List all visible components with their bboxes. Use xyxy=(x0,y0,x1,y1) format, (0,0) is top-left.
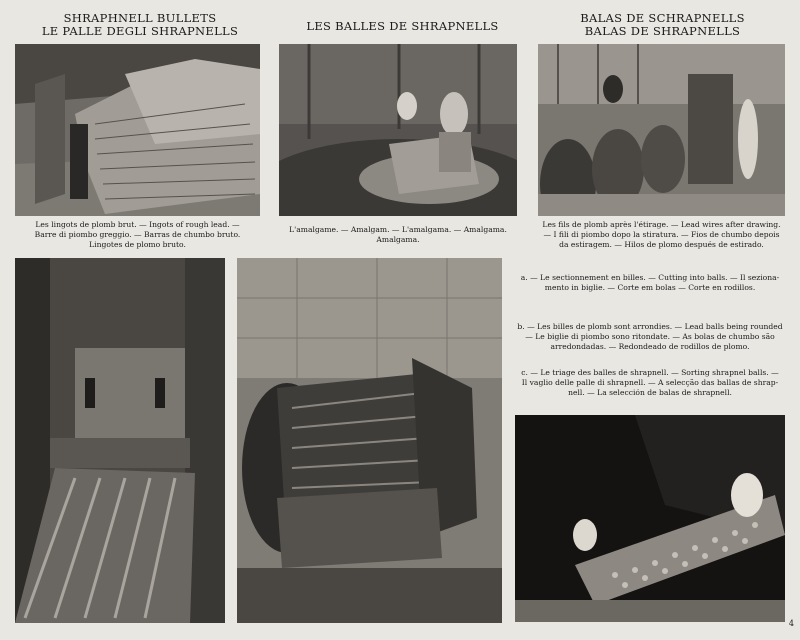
caption-lead-ingots xyxy=(15,220,260,249)
caption-b-rounding xyxy=(510,322,790,351)
photo-cutting-balls xyxy=(15,258,225,623)
caption-ingots-line2: Barre di piombo greggio. — Barras de chumbo bruto. xyxy=(34,229,241,239)
caption-c-line1: c. — Le triage des balles de shrapnell. — Sorting shrapnel balls. — xyxy=(521,368,779,377)
photo-lead-wires xyxy=(538,44,785,216)
caption-b-line2: — Le biglie di piombo sono ritondate. — As bolas de chumbo são xyxy=(525,331,775,341)
page-number: 4 xyxy=(788,619,794,628)
caption-a-line2: mento in biglie. — Corte em bolas — Corte en rodillos. xyxy=(544,282,756,292)
title-right-line1: BALAS DE SCHRAPNELLS xyxy=(580,11,745,25)
caption-c-line3: nell. — La selección de balas de shrapnell. xyxy=(568,387,732,397)
caption-a-cutting xyxy=(510,273,790,293)
title-center: LES BALLES DE SHRAPNELLS xyxy=(306,19,499,33)
caption-ingots-line1: Les lingots de plomb brut. — Ingots of rough lead. — xyxy=(35,220,240,229)
caption-amalgam xyxy=(279,225,517,245)
caption-wires-line1: Les fils de plomb après l'étirage. — Lead wires after drawing. xyxy=(542,220,781,229)
caption-b-line1: b. — Les billes de plomb sont arrondies. — Lead balls being rounded xyxy=(517,322,783,331)
caption-a-line1: a. — Le sectionnement en billes. — Cutting into balls. — Il seziona- xyxy=(520,273,780,282)
title-left-line2: LE PALLE DEGLI SHRAPNELLS xyxy=(41,24,239,38)
caption-b-line3: arredondadas. — Redondeado de rodillos de plomo. xyxy=(550,341,750,351)
photo-sorting-balls xyxy=(515,415,785,622)
photo-lead-ingots xyxy=(15,44,260,216)
photo-amalgam xyxy=(279,44,517,216)
photo-rounding-drum xyxy=(237,258,502,623)
title-portuguese-spanish xyxy=(540,12,785,38)
caption-c-line2: Il vaglio delle palle di shrapnell. — A selecção das ballas de shrap- xyxy=(521,377,779,387)
caption-lead-wires xyxy=(538,220,785,249)
caption-amalgam-line2: Amalgama. xyxy=(376,234,420,244)
caption-wires-line2: — I fili di piombo dopo la stiratura. — Fios de chumbo depois xyxy=(543,229,780,239)
title-french xyxy=(285,20,520,33)
caption-amalgam-line1: L'amalgame. — Amalgam. — L'amalgama. — Amalgama. xyxy=(289,225,507,234)
caption-ingots-line3: Lingotes de plomo bruto. xyxy=(89,239,186,249)
caption-c-sorting xyxy=(510,368,790,397)
caption-wires-line3: da estiragem. — Hilos de plomo después de estirado. xyxy=(559,239,764,249)
title-left-line1: SHRAPHNELL BULLETS xyxy=(63,11,217,25)
title-right-line2: BALAS DE SHRAPNELLS xyxy=(584,24,741,38)
title-english-italian xyxy=(20,12,260,38)
